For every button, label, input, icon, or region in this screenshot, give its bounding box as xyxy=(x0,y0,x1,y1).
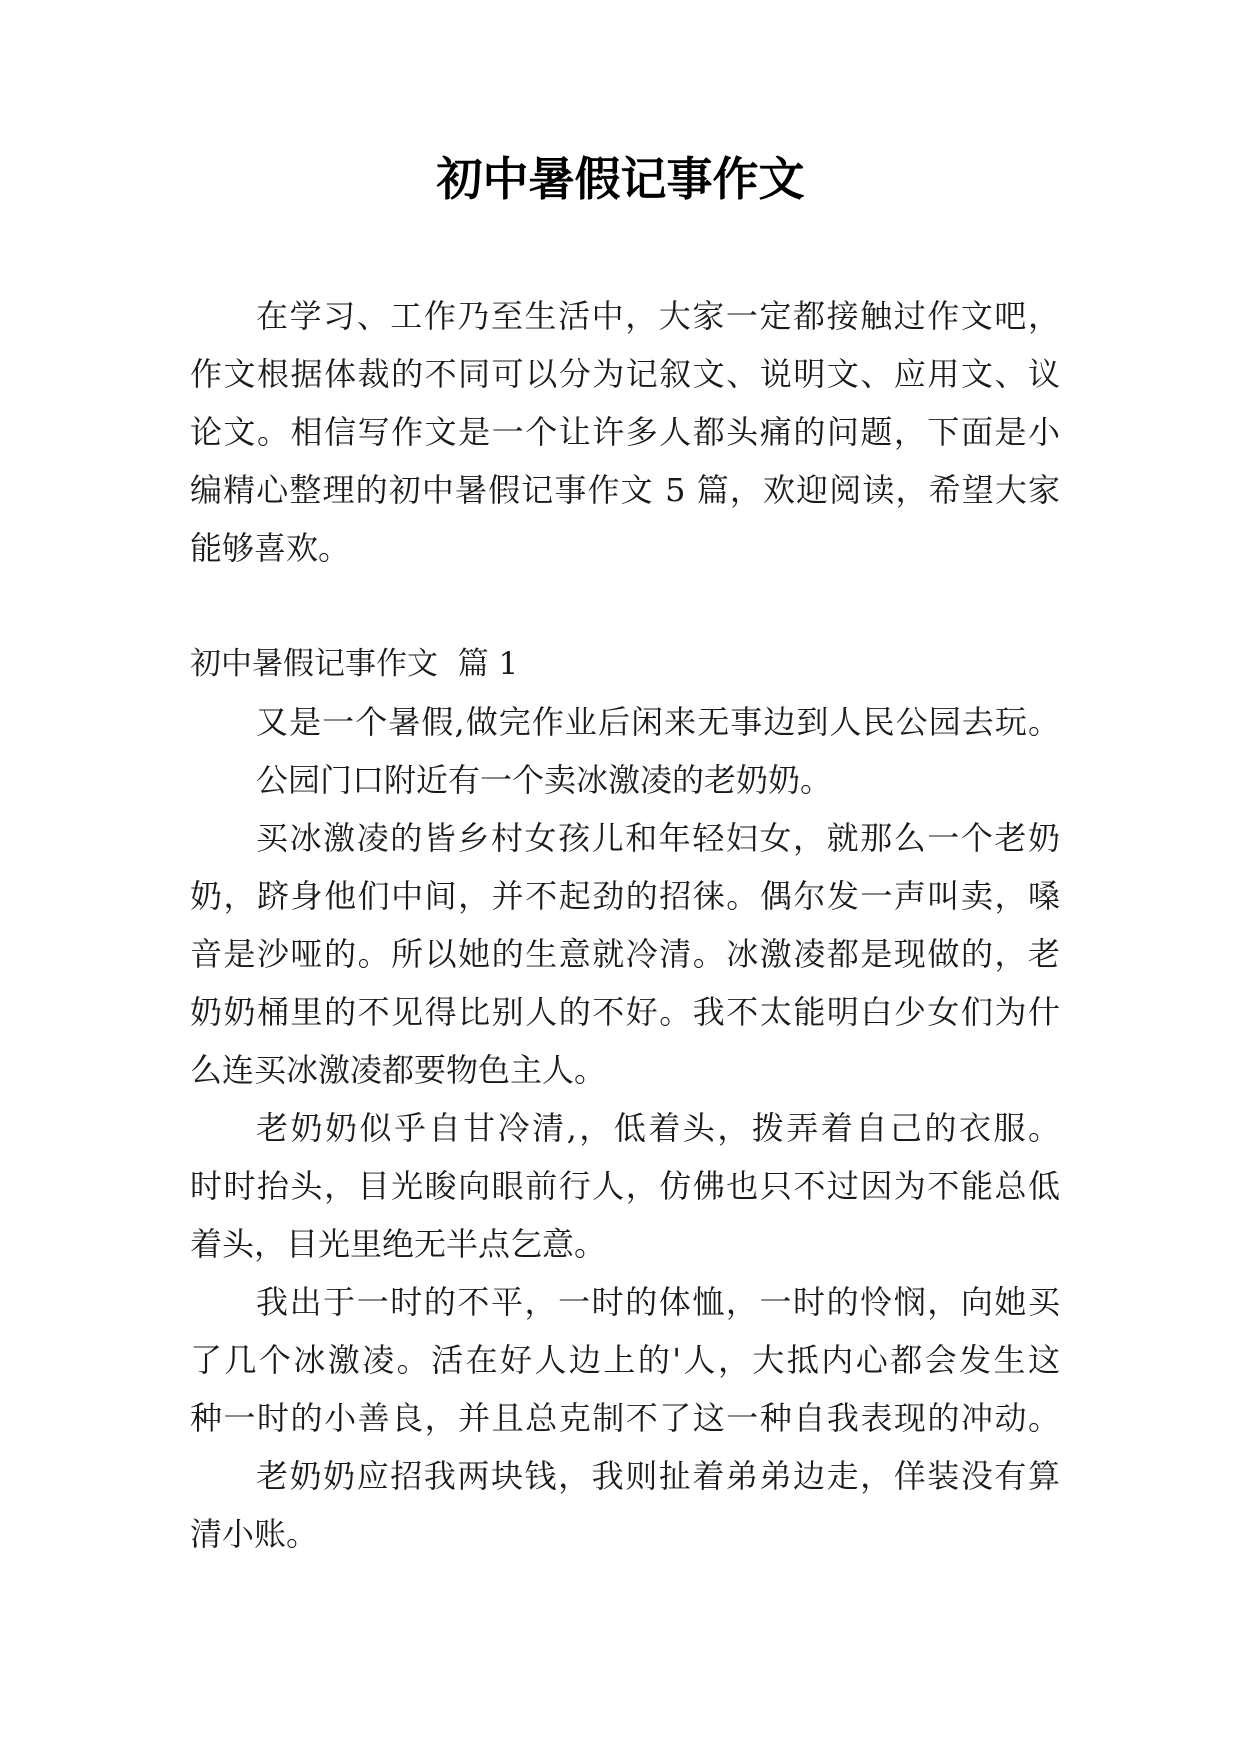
story-paragraph xyxy=(190,1447,1060,1563)
paragraph-line: 奶奶桶里的不见得比别人的不好。我不太能明白少女们为什 xyxy=(190,993,1060,1031)
story-paragraph xyxy=(190,751,1060,809)
intro-paragraph xyxy=(190,287,1060,577)
paragraph-line: 清小账。 xyxy=(190,1515,319,1553)
paragraph-line: 么连买冰激凌都要物色主人。 xyxy=(190,1051,607,1089)
paragraph-line: 公园门口附近有一个卖冰激凌的老奶奶。 xyxy=(256,761,833,799)
paragraph-line: 音是沙哑的。所以她的生意就冷清。冰激凌都是现做的，老 xyxy=(190,935,1060,973)
story-paragraph xyxy=(190,1273,1060,1447)
paragraph-line: 我出于一时的不平，一时的体恤，一时的怜悯，向她买 xyxy=(256,1283,1060,1321)
paragraph-line: 买冰激凌的皆乡村女孩儿和年轻妇女，就那么一个老奶 xyxy=(256,819,1060,857)
paragraph-line: 了几个冰激凌。活在好人边上的'人，大抵内心都会发生这 xyxy=(190,1341,1060,1379)
section-heading: 初中暑假记事作文 篇 1 xyxy=(190,646,519,682)
story-paragraph xyxy=(190,809,1060,1099)
intro-paragraph-line: 能够喜欢。 xyxy=(190,529,351,567)
paragraph-line: 奶，跻身他们中间，并不起劲的招徕。偶尔发一声叫卖，嗓 xyxy=(190,877,1060,915)
document-body xyxy=(190,287,1060,1563)
section-spacer xyxy=(190,577,1060,635)
paragraph-line: 种一时的小善良，并且总克制不了这一种自我表现的冲动。 xyxy=(190,1399,1060,1437)
paragraph-line: 又是一个暑假,做完作业后闲来无事边到人民公园去玩。 xyxy=(256,703,1060,741)
intro-paragraph-line: 编精心整理的初中暑假记事作文 5 篇，欢迎阅读，希望大家 xyxy=(190,471,1060,509)
document-title: 初中暑假记事作文 xyxy=(436,152,805,206)
intro-paragraph-line: 作文根据体裁的不同可以分为记叙文、说明文、应用文、议 xyxy=(190,355,1060,393)
story-paragraph xyxy=(190,693,1060,751)
paragraph-line: 时时抬头，目光睃向眼前行人，仿佛也只不过因为不能总低 xyxy=(190,1167,1060,1205)
paragraph-line: 老奶奶似乎自甘冷清,，低着头，拨弄着自己的衣服。 xyxy=(256,1109,1060,1147)
intro-paragraph-line: 在学习、工作乃至生活中，大家一定都接触过作文吧， xyxy=(256,297,1060,335)
paragraph-line: 着头，目光里绝无半点乞意。 xyxy=(190,1225,607,1263)
intro-paragraph-line: 论文。相信写作文是一个让许多人都头痛的问题，下面是小 xyxy=(190,413,1060,451)
story-paragraph xyxy=(190,1099,1060,1273)
paragraph-line: 老奶奶应招我两块钱，我则扯着弟弟边走，佯装没有算 xyxy=(256,1457,1060,1495)
